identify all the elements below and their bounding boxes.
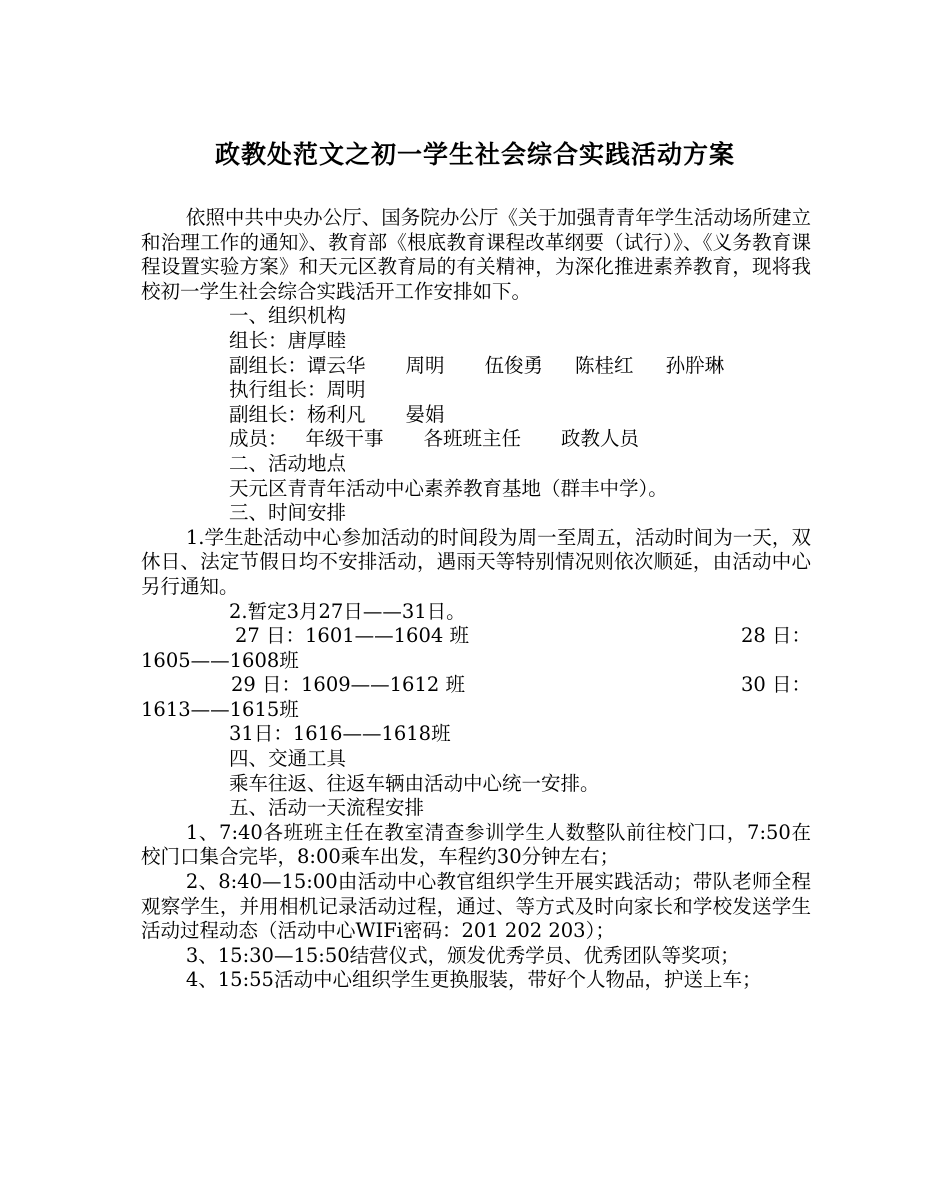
schedule-28-day: 28 日： xyxy=(740,624,811,648)
member-group: 政教人员 xyxy=(561,427,640,451)
vice-leader-name: 伍俊勇 xyxy=(484,353,544,377)
section-heading-organization: 一、组织机构 xyxy=(229,304,347,328)
section-heading-location: 二、活动地点 xyxy=(229,451,347,475)
vice-leaders-2-line xyxy=(141,403,811,428)
vice-leaders-label: 副组长：谭云华 xyxy=(229,353,366,377)
time-item-2: 2.暂定3月27日——31日。 xyxy=(229,599,466,623)
vice-leader-name: 周明 xyxy=(405,353,445,377)
vice-leader-name: 孙肸琳 xyxy=(665,353,725,377)
schedule-row-29-30 xyxy=(141,673,811,698)
vice-leaders-2-label: 副组长：杨利凡 xyxy=(229,402,366,426)
schedule-27: 27 日：1601——1604 班 xyxy=(235,624,469,648)
schedule-28-classes: 1605——1608班 xyxy=(141,648,299,672)
document-title: 政教处范文之初一学生社会综合实践活动方案 xyxy=(214,140,735,169)
leader-line: 组长：唐厚睦 xyxy=(229,328,347,352)
transport-line: 乘车往返、往返车辆由活动中心统一安排。 xyxy=(229,771,600,795)
member-group: 年级干事 xyxy=(305,427,384,451)
schedule-28-classes-line xyxy=(141,649,811,674)
schedule-30-day: 30 日： xyxy=(740,673,811,697)
schedule-30-classes: 1613——1615班 xyxy=(141,697,299,721)
section-heading-flow: 五、活动一天流程安排 xyxy=(229,796,425,820)
members-line xyxy=(141,427,811,452)
flow-item-1: 1、7:40各班班主任在教室清查参训学生人数整队前往校门口，7:50在校门口集合完毕，8:00乘车出发，车程约30分钟左右； xyxy=(141,820,811,869)
vice-leaders-line xyxy=(141,354,811,379)
flow-item-2: 2、8:40—15:00由活动中心教官组织学生开展实践活动；带队老师全程观察学生，并用相机记录活动过程，通过、等方式及时向家长和学校发送学生活动过程动态（活动中心WIFi密码：201 202 203）； xyxy=(141,870,811,943)
section-heading-transport: 四、交通工具 xyxy=(229,747,347,771)
time-item-1: 1.学生赴活动中心参加活动的时间段为周一至周五，活动时间为一天，双休日、法定节假日均不安排活动，遇雨天等特别情况则依次顺延，由活动中心另行通知。 xyxy=(141,525,811,598)
vice-leader-name: 陈桂红 xyxy=(575,353,634,377)
vice-leader-2-name: 晏娟 xyxy=(405,402,445,426)
intro-paragraph: 依照中共中央办公厅、国务院办公厅《关于加强青青年学生活动场所建立和治理工作的通知》、教育部《根底教育课程改革纲要（试行）》、《义务教育课程设置实验方案》和天元区教育局的有关精神，为深化推进素养教育，现将我校初一学生社会综合实践活开工作安排如下。 xyxy=(141,206,811,303)
flow-item-4: 4、15:55活动中心组织学生更换服装，带好个人物品，护送上车； xyxy=(185,968,762,992)
schedule-30-classes-line xyxy=(141,698,811,723)
exec-leader-line: 执行组长：周明 xyxy=(229,378,366,402)
schedule-31: 31日：1616——1618班 xyxy=(229,722,451,746)
schedule-row-27-28 xyxy=(141,624,811,649)
members-label: 成员： xyxy=(229,427,288,451)
location-line: 天元区青青年活动中心素养教育基地（群丰中学）。 xyxy=(229,476,668,500)
flow-item-3: 3、15:30—15:50结营仪式，颁发优秀学员、优秀团队等奖项； xyxy=(185,943,740,967)
member-group: 各班班主任 xyxy=(423,427,522,451)
schedule-29: 29 日：1609——1612 班 xyxy=(231,673,465,697)
document-body xyxy=(141,206,811,993)
section-heading-time: 三、时间安排 xyxy=(229,501,347,525)
